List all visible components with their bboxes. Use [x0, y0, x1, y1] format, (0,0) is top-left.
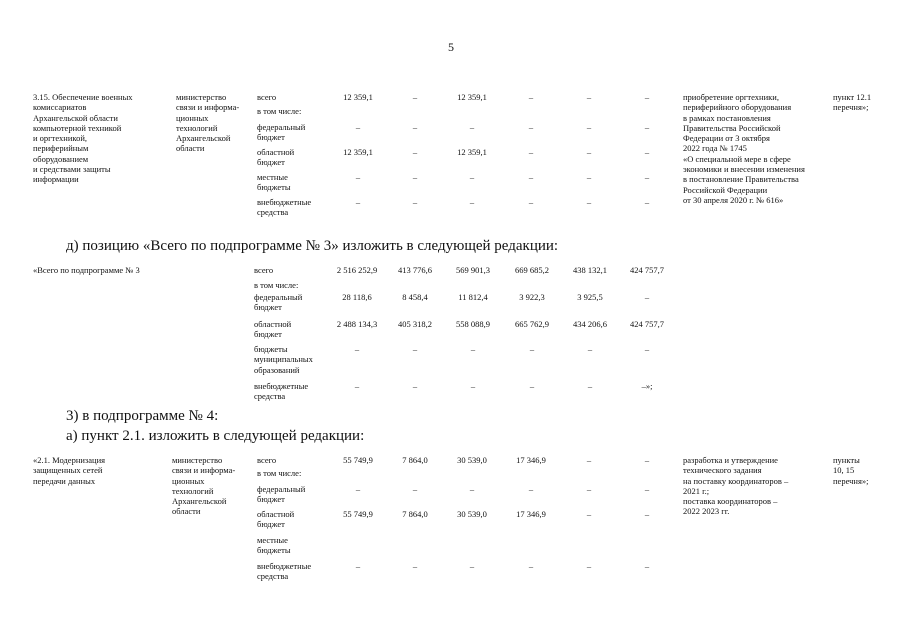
- value-cell: 2 516 252,9: [336, 265, 378, 275]
- page-number: 5: [448, 40, 454, 54]
- value-cell: 8 458,4: [402, 292, 428, 302]
- value-cell: –: [470, 344, 476, 354]
- text-line: областной: [254, 319, 292, 329]
- text-line: бюджет: [254, 329, 282, 340]
- value-cell: –: [354, 344, 360, 354]
- text-line: 10, 15: [833, 465, 855, 476]
- row-link: [833, 92, 871, 113]
- text-line: и средствами защиты: [33, 164, 111, 175]
- value-cell: –: [412, 147, 418, 157]
- value-cell: 434 206,6: [573, 319, 607, 329]
- value-cell: –: [586, 484, 592, 494]
- value-cell: 12 359,1: [343, 147, 373, 157]
- text-line: перечня»;: [833, 475, 869, 486]
- text-line: технологий: [172, 485, 214, 496]
- row-executor: [176, 92, 239, 154]
- value-cell: –: [412, 484, 418, 494]
- value-cell: –: [586, 92, 592, 102]
- value-cell: –: [644, 172, 650, 182]
- text-line: и оргтехникой,: [33, 133, 88, 144]
- value-cell: –: [586, 172, 592, 182]
- source-label: [254, 344, 313, 375]
- text-line: федеральный: [257, 484, 306, 494]
- text-line: местные: [257, 535, 288, 545]
- text-line: поставка координаторов –: [683, 496, 778, 507]
- value-cell: –: [355, 172, 361, 182]
- source-label: [257, 147, 294, 168]
- source-label: [257, 455, 276, 465]
- text-line: федеральный: [254, 292, 303, 302]
- source-label: [257, 197, 311, 218]
- value-cell: –: [412, 92, 418, 102]
- heading-a: а) пункт 2.1. изложить в следующей редакции:: [66, 428, 365, 444]
- value-cell: –: [586, 455, 592, 465]
- value-cell: –: [469, 197, 475, 207]
- value-cell: –»;: [641, 381, 653, 391]
- text-line: технологий: [176, 122, 218, 133]
- text-line: всего: [254, 265, 274, 275]
- value-cell: –: [470, 381, 476, 391]
- text-line: компьютерной техникой: [33, 122, 122, 133]
- value-cell: –: [528, 172, 534, 182]
- value-cell: –: [644, 344, 650, 354]
- value-cell: –: [355, 484, 361, 494]
- text-line: технического задания: [683, 465, 762, 476]
- source-label: [257, 484, 305, 505]
- value-cell: 3 922,3: [519, 292, 545, 302]
- value-cell: –: [587, 381, 593, 391]
- value-cell: –: [412, 172, 418, 182]
- value-cell: 438 132,1: [573, 265, 607, 275]
- text-line: бюджет: [257, 494, 285, 505]
- value-cell: –: [587, 344, 593, 354]
- text-line: всего: [257, 455, 277, 465]
- text-line: передачи данных: [33, 475, 96, 486]
- value-cell: –: [412, 197, 418, 207]
- text-line: комиссариатов: [33, 102, 87, 113]
- value-cell: –: [355, 561, 361, 571]
- value-cell: –: [586, 561, 592, 571]
- text-line: средства: [254, 391, 286, 402]
- source-label: [254, 381, 308, 402]
- source-label: [254, 265, 273, 275]
- value-cell: –: [412, 122, 418, 132]
- text-line: бюджет: [257, 132, 285, 143]
- value-cell: –: [644, 147, 650, 157]
- value-cell: 569 901,3: [456, 265, 490, 275]
- text-line: приобретение оргтехники,: [683, 92, 779, 102]
- value-cell: 424 757,7: [630, 265, 664, 275]
- value-cell: 12 359,1: [343, 92, 373, 102]
- text-line: бюджет: [257, 519, 285, 530]
- value-cell: 669 685,2: [515, 265, 549, 275]
- value-cell: –: [529, 344, 535, 354]
- value-cell: –: [528, 561, 534, 571]
- text-line: бюджет: [254, 302, 282, 313]
- value-cell: 30 539,0: [457, 455, 487, 465]
- value-cell: –: [412, 344, 418, 354]
- value-cell: –: [528, 484, 534, 494]
- text-line: местные: [257, 172, 288, 182]
- source-label: [254, 319, 291, 340]
- value-cell: 405 318,2: [398, 319, 432, 329]
- value-cell: –: [586, 147, 592, 157]
- value-cell: –: [469, 122, 475, 132]
- text-line: бюджеты: [257, 545, 291, 556]
- text-line: периферийного оборудования: [683, 102, 792, 113]
- value-cell: 55 749,9: [343, 509, 373, 519]
- text-line: пункты: [833, 455, 860, 465]
- source-label: [257, 509, 294, 530]
- source-label: [257, 92, 276, 102]
- text-line: министерство: [172, 455, 223, 465]
- row-title: [33, 92, 133, 185]
- text-line: 3.15. Обеспечение военных: [33, 92, 133, 102]
- value-cell: –: [354, 381, 360, 391]
- text-line: внебюджетные: [254, 381, 309, 391]
- value-cell: 2 488 134,3: [336, 319, 378, 329]
- value-cell: 7 864,0: [402, 455, 428, 465]
- text-line: информации: [33, 174, 79, 185]
- value-cell: –: [528, 92, 534, 102]
- text-line: 2022 года № 1745: [683, 143, 747, 154]
- text-line: от 30 апреля 2020 г. № 616»: [683, 194, 784, 205]
- value-cell: –: [412, 381, 418, 391]
- value-cell: 17 346,9: [516, 509, 546, 519]
- value-cell: 28 118,6: [342, 292, 372, 302]
- source-label: [257, 561, 311, 582]
- text-line: оборудованием: [33, 153, 89, 164]
- text-line: бюджеты: [254, 344, 288, 354]
- text-line: в том числе:: [254, 280, 299, 290]
- text-line: связи и информа-: [172, 465, 236, 476]
- text-line: экономики и внесении изменения: [683, 164, 805, 175]
- value-cell: 558 088,9: [456, 319, 490, 329]
- text-line: в том числе:: [257, 468, 302, 478]
- value-cell: 413 776,6: [398, 265, 432, 275]
- source-label: [254, 280, 298, 290]
- heading-3: 3) в подпрограмме № 4:: [66, 408, 219, 424]
- text-line: в рамках постановления: [683, 112, 771, 123]
- text-line: Архангельской области: [33, 112, 118, 123]
- heading-d: д) позицию «Всего по подпрограмме № 3» изложить в следующей редакции:: [66, 238, 559, 254]
- text-line: федеральный: [257, 122, 306, 132]
- value-cell: 424 757,7: [630, 319, 664, 329]
- text-line: министерство: [176, 92, 227, 102]
- text-line: в том числе:: [257, 106, 302, 116]
- value-cell: –: [644, 455, 650, 465]
- value-cell: –: [586, 122, 592, 132]
- text-line: средства: [257, 571, 289, 582]
- value-cell: –: [469, 172, 475, 182]
- row-link: [833, 455, 868, 486]
- text-line: Российской Федерации: [683, 184, 768, 195]
- value-cell: –: [529, 381, 535, 391]
- text-line: в постановление Правительства: [683, 174, 799, 185]
- source-label: [254, 292, 302, 313]
- row-result: [683, 455, 788, 517]
- value-cell: 17 346,9: [516, 455, 546, 465]
- source-label: [257, 122, 305, 143]
- value-cell: 3 925,5: [577, 292, 603, 302]
- value-cell: –: [644, 122, 650, 132]
- value-cell: –: [586, 509, 592, 519]
- text-line: Архангельской: [172, 496, 227, 507]
- value-cell: –: [644, 509, 650, 519]
- source-label: [257, 106, 301, 116]
- source-label: [257, 172, 291, 193]
- value-cell: 665 762,9: [515, 319, 549, 329]
- text-line: всего: [257, 92, 277, 102]
- text-line: связи и информа-: [176, 102, 240, 113]
- row-result: [683, 92, 805, 205]
- text-line: области: [176, 143, 205, 154]
- value-cell: –: [586, 197, 592, 207]
- text-line: Правительства Российской: [683, 122, 781, 133]
- value-cell: –: [528, 122, 534, 132]
- text-line: перечня»;: [833, 102, 869, 113]
- value-cell: –: [355, 122, 361, 132]
- text-line: «О специальной мере в сфере: [683, 153, 791, 164]
- value-cell: 55 749,9: [343, 455, 373, 465]
- value-cell: –: [644, 92, 650, 102]
- text-line: 2022 2023 гг.: [683, 506, 730, 517]
- value-cell: –: [644, 484, 650, 494]
- text-line: 2021 г.;: [683, 485, 710, 496]
- row-title: [33, 455, 105, 486]
- text-line: разработка и утверждение: [683, 455, 778, 465]
- text-line: бюджет: [257, 157, 285, 168]
- text-line: областной: [257, 147, 295, 157]
- value-cell: –: [528, 197, 534, 207]
- text-line: области: [172, 506, 201, 517]
- value-cell: 30 539,0: [457, 509, 487, 519]
- value-cell: –: [469, 561, 475, 571]
- text-line: на поставку координаторов –: [683, 475, 789, 486]
- text-line: ционных: [176, 112, 209, 123]
- text-line: ционных: [172, 475, 205, 486]
- text-line: Федерации от 3 октября: [683, 133, 770, 144]
- text-line: образований: [254, 364, 300, 375]
- text-line: Архангельской: [176, 133, 231, 144]
- value-cell: 12 359,1: [457, 147, 487, 157]
- value-cell: 12 359,1: [457, 92, 487, 102]
- value-cell: –: [469, 484, 475, 494]
- source-label: [257, 468, 301, 478]
- value-cell: 7 864,0: [402, 509, 428, 519]
- value-cell: –: [412, 561, 418, 571]
- text-line: пункт 12.1: [833, 92, 872, 102]
- value-cell: –: [355, 197, 361, 207]
- text-line: муниципальных: [254, 354, 313, 365]
- text-line: периферийным: [33, 143, 89, 154]
- text-line: средства: [257, 207, 289, 218]
- text-line: бюджеты: [257, 182, 291, 193]
- text-line: защищенных сетей: [33, 465, 103, 476]
- source-label: [257, 535, 291, 556]
- value-cell: –: [528, 147, 534, 157]
- text-line: областной: [257, 509, 295, 519]
- text-line: «2.1. Модернизация: [33, 455, 106, 465]
- row-executor: [172, 455, 235, 517]
- row-title: «Всего по подпрограмме № 3: [33, 265, 140, 275]
- value-cell: –: [644, 197, 650, 207]
- text-line: внебюджетные: [257, 197, 312, 207]
- value-cell: 11 812,4: [458, 292, 488, 302]
- text-line: внебюджетные: [257, 561, 312, 571]
- value-cell: –: [644, 561, 650, 571]
- value-cell: –: [644, 292, 650, 302]
